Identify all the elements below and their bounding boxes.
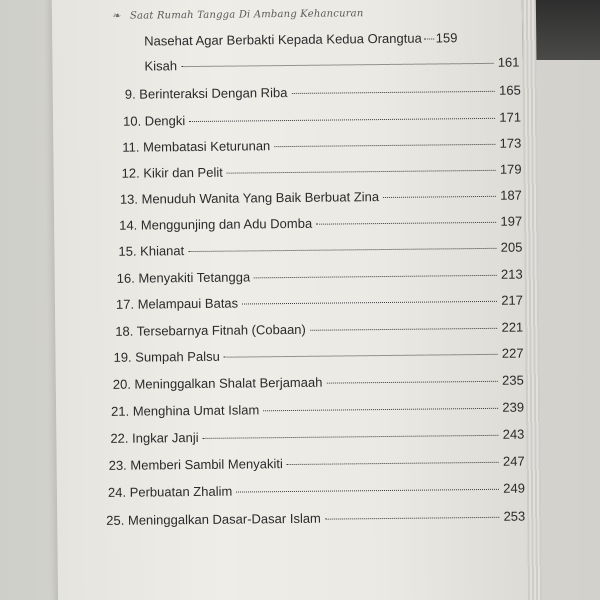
toc-entry <box>109 454 525 473</box>
toc-leader <box>287 462 499 465</box>
toc-title: 12. Kikir dan Pelit <box>121 164 223 181</box>
toc-title: Nasehat Agar Berbakti Kepada Kedua Orangtua <box>144 30 422 49</box>
toc-leader <box>224 354 498 358</box>
toc-leader <box>242 301 497 305</box>
toc-leader <box>424 38 434 39</box>
toc-title: 22. Ingkar Janji <box>110 429 199 446</box>
toc-page: 173 <box>499 135 522 151</box>
toc-leader <box>254 275 497 279</box>
toc-entry <box>113 373 524 392</box>
toc-leader <box>227 170 496 174</box>
toc-page: 249 <box>503 480 526 496</box>
toc-title: 10. Dengki <box>122 113 186 129</box>
toc-entry <box>122 136 521 155</box>
toc-entry <box>125 83 521 102</box>
book-page <box>52 0 528 600</box>
toc-title: 18. Tersebarnya Fitnah (Cobaan) <box>115 321 306 339</box>
toc-entry <box>119 214 522 233</box>
toc-leader <box>326 381 498 384</box>
toc-title: 11. Membatasi Keturunan <box>122 138 271 155</box>
toc-entry <box>116 293 523 312</box>
toc-title: 20. Meninggalkan Shalat Berjamaah <box>112 374 323 392</box>
toc-entry <box>117 267 523 286</box>
toc-entry <box>111 400 524 419</box>
toc-entry <box>144 30 519 49</box>
toc-title: 21. Menghina Umat Islam <box>111 402 260 419</box>
toc-title: 17. Melampaui Batas <box>115 295 239 312</box>
toc-title: 13. Menuduh Wanita Yang Baik Berbuat Zina <box>119 189 380 207</box>
toc-page: 197 <box>500 213 523 229</box>
toc-entry <box>113 346 523 365</box>
toc-page: 161 <box>497 54 520 70</box>
toc-leader <box>188 248 497 252</box>
toc-page: 243 <box>502 426 525 442</box>
toc-leader <box>236 489 499 493</box>
toc-entry <box>115 320 523 339</box>
toc-page: 179 <box>499 161 522 177</box>
toc-page: 235 <box>502 372 524 388</box>
toc-page: 227 <box>501 345 524 361</box>
toc-page: 187 <box>500 187 522 203</box>
toc-leader <box>383 196 496 198</box>
toc-leader <box>310 328 498 331</box>
toc-title: 16. Menyakiti Tetangga <box>116 269 251 286</box>
toc-leader <box>291 91 495 94</box>
toc-entry <box>123 110 521 129</box>
toc-entry <box>110 427 524 446</box>
toc-leader <box>181 63 494 67</box>
toc-page: 159 <box>435 30 458 46</box>
toc-entry <box>108 481 525 500</box>
toc-leader <box>189 118 495 122</box>
toc-entry <box>144 55 519 74</box>
toc-leader <box>316 222 496 225</box>
toc-title: 9. Berinteraksi Dengan Riba <box>124 85 288 102</box>
toc-page: 221 <box>501 319 524 335</box>
toc-page: 165 <box>498 82 521 98</box>
toc-page: 239 <box>502 399 525 415</box>
toc-title: 24. Perbuatan Zhalim <box>107 483 233 500</box>
toc-leader <box>325 517 500 520</box>
toc-entry <box>120 188 522 207</box>
ornament-icon: ❧ <box>111 10 121 22</box>
toc-page: 205 <box>500 239 523 255</box>
toc-page: 213 <box>500 266 523 282</box>
running-title: Saat Rumah Tangga Di Ambang Kehancuran <box>129 8 364 22</box>
toc-leader <box>263 408 498 411</box>
toc-page: 171 <box>499 109 522 125</box>
toc-title: 15. Khianat <box>118 243 185 259</box>
toc-title: 14. Menggunjing dan Adu Domba <box>119 215 313 233</box>
toc-page: 253 <box>503 508 526 524</box>
toc-title: 19. Sumpah Palsu <box>113 348 220 365</box>
toc-entry <box>106 509 525 528</box>
toc-leader <box>274 144 495 147</box>
toc-entry <box>122 162 522 181</box>
toc-title: 23. Memberi Sambil Menyakiti <box>108 456 283 473</box>
toc-title: Kisah <box>144 58 178 74</box>
toc-page: 217 <box>501 292 524 308</box>
toc-entry <box>118 240 522 259</box>
toc-title: 25. Meninggalkan Dasar-Dasar Islam <box>106 510 321 528</box>
table-of-contents <box>52 0 528 600</box>
toc-page: 247 <box>502 453 525 469</box>
toc-leader <box>203 435 499 439</box>
